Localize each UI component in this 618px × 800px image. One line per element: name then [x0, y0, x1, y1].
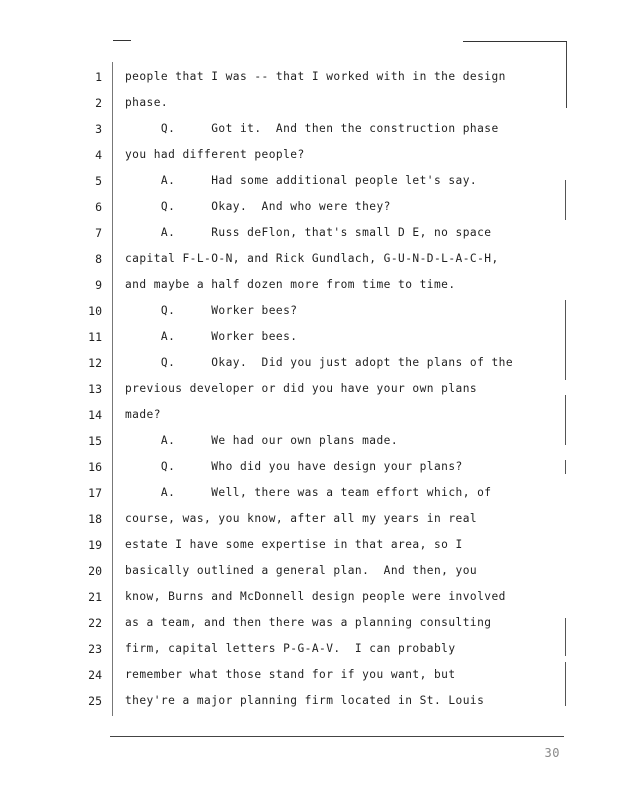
- transcript-line: [0, 356, 618, 376]
- transcript-line: [0, 590, 618, 610]
- line-text: estate I have some expertise in that area, so I: [125, 538, 463, 551]
- transcript-line: [0, 564, 618, 584]
- line-text: course, was, you know, after all my years in real: [125, 512, 478, 525]
- line-number: 15: [88, 434, 102, 448]
- scan-mark: [565, 395, 566, 445]
- line-number: 23: [88, 642, 102, 656]
- line-number: 13: [88, 382, 102, 396]
- transcript-line: [0, 226, 618, 246]
- line-text: remember what those stand for if you want, but: [125, 668, 456, 681]
- line-number: 4: [95, 148, 102, 162]
- line-text: you had different people?: [125, 148, 305, 161]
- line-number: 8: [95, 252, 102, 266]
- line-text: know, Burns and McDonnell design people were involved: [125, 590, 506, 603]
- line-text: A. Russ deFlon, that's small D E, no space: [125, 226, 492, 239]
- line-number: 16: [88, 460, 102, 474]
- transcript-line: [0, 694, 618, 714]
- line-number: 6: [95, 200, 102, 214]
- line-text: basically outlined a general plan. And then, you: [125, 564, 478, 577]
- bottom-rule: [110, 736, 564, 737]
- line-number: 2: [95, 96, 102, 110]
- transcript-line: [0, 486, 618, 506]
- line-text: previous developer or did you have your own plans: [125, 382, 478, 395]
- line-number: 10: [88, 304, 102, 318]
- line-text: Q. Got it. And then the construction phase: [125, 122, 499, 135]
- line-number: 9: [95, 278, 102, 292]
- transcript-line: [0, 148, 618, 168]
- transcript-line: [0, 96, 618, 116]
- line-number: 25: [88, 694, 102, 708]
- transcript-line: [0, 70, 618, 90]
- line-number: 5: [95, 174, 102, 188]
- transcript-line: [0, 304, 618, 324]
- line-text: Q. Okay. Did you just adopt the plans of the: [125, 356, 514, 369]
- line-text: firm, capital letters P-G-A-V. I can probably: [125, 642, 456, 655]
- line-text: phase.: [125, 96, 169, 109]
- line-text: made?: [125, 408, 161, 421]
- transcript-line: [0, 122, 618, 142]
- line-text: capital F-L-O-N, and Rick Gundlach, G-U-N-D-L-A-C-H,: [125, 252, 499, 265]
- line-text: Q. Okay. And who were they?: [125, 200, 391, 213]
- line-text: A. Well, there was a team effort which, of: [125, 486, 492, 499]
- transcript-line: [0, 408, 618, 428]
- transcript-line: [0, 200, 618, 220]
- scan-mark: [565, 180, 566, 220]
- line-number: 22: [88, 616, 102, 630]
- scan-mark: [565, 300, 566, 380]
- transcript-line: [0, 174, 618, 194]
- line-number: 19: [88, 538, 102, 552]
- line-text: Q. Who did you have design your plans?: [125, 460, 463, 473]
- line-text: A. Had some additional people let's say.: [125, 174, 478, 187]
- line-text: Q. Worker bees?: [125, 304, 298, 317]
- transcript-line: [0, 512, 618, 532]
- line-text: they're a major planning firm located in St. Louis: [125, 694, 485, 707]
- transcript-line: [0, 330, 618, 350]
- transcript-line: [0, 278, 618, 298]
- transcript-line: [0, 642, 618, 662]
- line-number: 17: [88, 486, 102, 500]
- transcript-line: [0, 434, 618, 454]
- transcript-line: [0, 382, 618, 402]
- line-number: 20: [88, 564, 102, 578]
- line-number: 1: [95, 70, 102, 84]
- line-text: as a team, and then there was a planning consulting: [125, 616, 492, 629]
- line-text: A. Worker bees.: [125, 330, 298, 343]
- transcript-line: [0, 616, 618, 636]
- scan-mark: [565, 618, 566, 656]
- line-number: 3: [95, 122, 102, 136]
- line-number: 11: [88, 330, 102, 344]
- scan-mark: [565, 460, 566, 474]
- line-text: people that I was -- that I worked with in the design: [125, 70, 506, 83]
- line-number: 18: [88, 512, 102, 526]
- scan-mark: [565, 662, 566, 706]
- transcript-line: [0, 538, 618, 558]
- line-number: 24: [88, 668, 102, 682]
- transcript-line: [0, 460, 618, 480]
- line-number: 12: [88, 356, 102, 370]
- top-left-rule: [113, 40, 131, 41]
- page-number: 30: [544, 746, 560, 760]
- line-number: 7: [95, 226, 102, 240]
- line-number: 21: [88, 590, 102, 604]
- top-right-rule: [463, 41, 567, 42]
- line-text: A. We had our own plans made.: [125, 434, 399, 447]
- line-text: and maybe a half dozen more from time to time.: [125, 278, 456, 291]
- transcript-line: [0, 252, 618, 272]
- transcript-line: [0, 668, 618, 688]
- line-number: 14: [88, 408, 102, 422]
